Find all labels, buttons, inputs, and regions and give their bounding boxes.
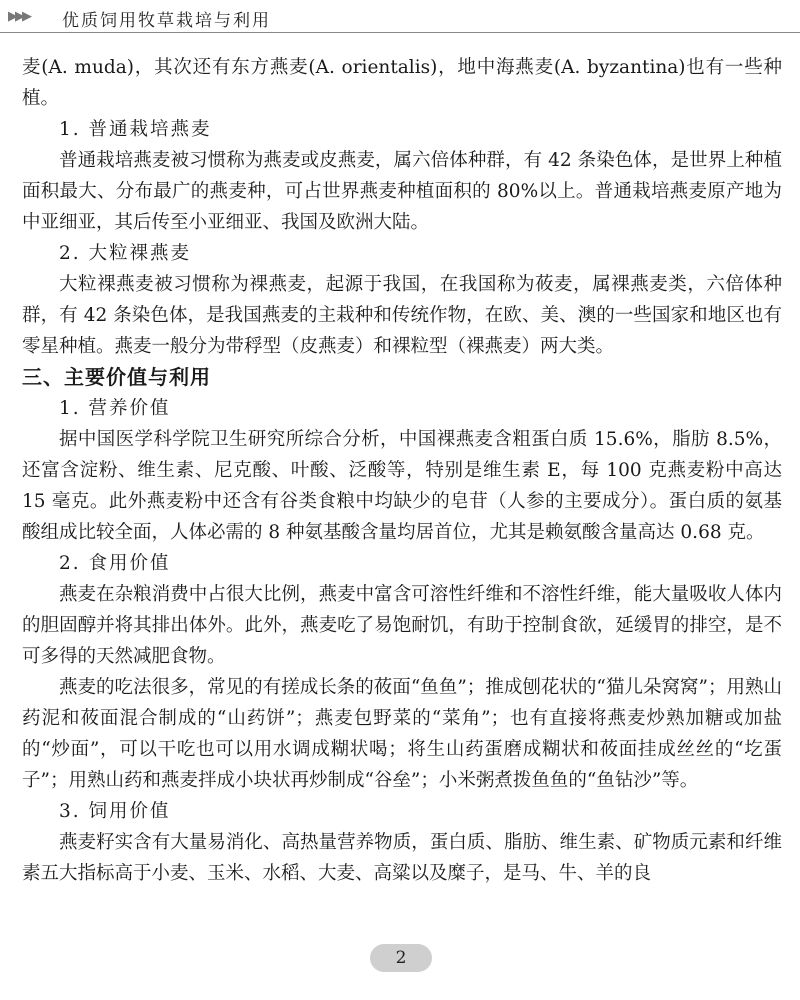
intro-paragraph: 麦(A. muda)，其次还有东方燕麦(A. orientalis)，地中海燕麦(A. byzantina)也有一些种植。 (22, 57, 782, 109)
subheading-feed-value: 3. 饲用价值 (59, 801, 171, 822)
subheading-food-value: 2. 食用价值 (59, 553, 171, 574)
paragraph-feed-value: 燕麦籽实含有大量易消化、高热量营养物质，蛋白质、脂肪、维生素、矿物质元素和纤维素五大指标高于小麦、玉米、水稻、大麦、高粱以及糜子，是马、牛、羊的良 (22, 832, 782, 884)
arrow-ornament-icon: ▶▶▶ (8, 9, 29, 24)
paragraph-ways-to-eat: 燕麦的吃法很多，常见的有搓成长条的莜面“鱼鱼”；推成刨花状的“猫儿朵窝窝”；用熟山药泥和莜面混合制成的“山药饼”；燕麦包野菜的“菜角”；也有直接将燕麦炒熟加糖或加盐的“炒面”，可以干吃也可以用水调成糊状喝；将生山药蛋磨成糊状和莜面挂成丝丝的“圪蛋子”；用熟山药和燕麦拌成小块状再炒制成“谷垒”；小米粥煮拨鱼鱼的“鱼钻沙”等。 (22, 677, 782, 791)
paragraph-naked-oat: 大粒裸燕麦被习惯称为裸燕麦，起源于我国，在我国称为莜麦，属裸燕麦类，六倍体种群，有 42 条染色体，是我国燕麦的主栽种和传统作物，在欧、美、澳的一些国家和地区也有零星种植。燕麦一般分为带稃型（皮燕麦）和裸粒型（裸燕麦）两大类。 (22, 274, 782, 357)
book-title: 优质饲用牧草栽培与利用 (62, 11, 271, 31)
header-rule (0, 32, 800, 33)
subheading-naked-oat: 2. 大粒裸燕麦 (59, 243, 192, 264)
paragraph-common-oat: 普通栽培燕麦被习惯称为燕麦或皮燕麦，属六倍体种群，有 42 条染色体，是世界上种植面积最大、分布最广的燕麦种，可占世界燕麦种植面积的 80%以上。普通栽培燕麦原产地为中亚细亚，其后传至小亚细亚、我国及欧洲大陆。 (22, 150, 782, 233)
section-heading-value-use: 三、主要价值与利用 (22, 365, 211, 389)
subheading-common-oat: 1. 普通栽培燕麦 (59, 119, 212, 140)
running-header (0, 0, 800, 42)
paragraph-nutrition: 据中国医学科学院卫生研究所综合分析，中国裸燕麦含粗蛋白质 15.6%，脂肪 8.5%，还富含淀粉、维生素、尼克酸、叶酸、泛酸等，特别是维生素 E，每 100 克燕麦粉中高达 15 毫克。此外燕麦粉中还含有谷类食粮中均缺少的皂苷（人参的主要成分）。蛋白质的氨基酸组成比较全面，人体必需的 8 种氨基酸含量均居首位，尤其是赖氨酸含量高达 0.68 克。 (22, 429, 782, 543)
subheading-nutrition: 1. 营养价值 (59, 398, 171, 419)
page-body (22, 52, 782, 889)
page-number-badge: 2 (370, 944, 432, 972)
paragraph-food-value: 燕麦在杂粮消费中占很大比例，燕麦中富含可溶性纤维和不溶性纤维，能大量吸收人体内的胆固醇并将其排出体外。此外，燕麦吃了易饱耐饥，有助于控制食欲，延缓胃的排空，是不可多得的天然减肥食物。 (22, 584, 782, 667)
